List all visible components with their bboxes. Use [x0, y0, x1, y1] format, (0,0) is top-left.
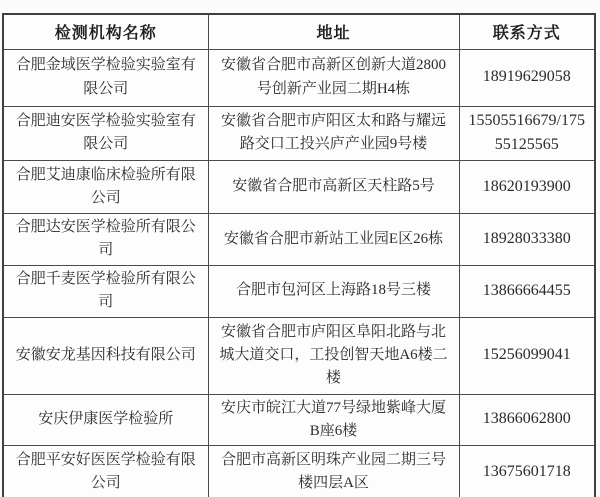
table-header: [3, 14, 595, 49]
cell-name: 合肥达安医学检验所有限公司: [3, 214, 208, 266]
cell-contact: 15256099041: [459, 317, 595, 394]
cell-address: 安徽省合肥市庐阳区阜阳北路与北城大道交口，工投创智天地A6楼二楼: [208, 317, 459, 394]
table-row: [3, 106, 595, 161]
cell-contact: 13866664455: [459, 265, 595, 317]
table-row: [3, 446, 595, 497]
cell-address: 合肥市包河区上海路18号三楼: [208, 265, 459, 317]
cell-name: 合肥金域医学检验实验室有限公司: [3, 49, 208, 106]
header-row: [3, 14, 595, 49]
cell-contact: 13866062800: [459, 394, 595, 446]
table-row: [3, 394, 595, 446]
table-row: [3, 214, 595, 266]
cell-contact: 18620193900: [459, 161, 595, 214]
cell-address: 安徽省合肥市庐阳区太和路与耀远路交口工投兴庐产业园9号楼: [208, 106, 459, 161]
cell-name: 合肥艾迪康临床检验所有限公司: [3, 161, 208, 214]
table-row: [3, 317, 595, 394]
testing-institutions-table: [2, 13, 596, 497]
table-row: [3, 161, 595, 214]
table-row: [3, 49, 595, 106]
table-body: [3, 49, 595, 497]
column-header-address: 地址: [208, 14, 459, 49]
cell-contact: 13675601718: [459, 446, 595, 497]
table-row: [3, 265, 595, 317]
cell-name: 合肥千麦医学检验所有限公司: [3, 265, 208, 317]
cell-address: 合肥市高新区明珠产业园二期三号楼四层A区: [208, 446, 459, 497]
column-header-contact: 联系方式: [459, 14, 595, 49]
cell-contact: 15505516679/17555125565: [459, 106, 595, 161]
cell-address: 安徽省合肥市高新区创新大道2800号创新产业园二期H4栋: [208, 49, 459, 106]
cell-address: 安徽省合肥市新站工业园E区26栋: [208, 214, 459, 266]
cell-address: 安徽省合肥市高新区天柱路5号: [208, 161, 459, 214]
cell-contact: 18919629058: [459, 49, 595, 106]
cell-name: 合肥迪安医学检验实验室有限公司: [3, 106, 208, 161]
cell-name: 安徽安龙基因科技有限公司: [3, 317, 208, 394]
cell-name: 合肥平安好医医学检验有限公司: [3, 446, 208, 497]
cell-contact: 18928033380: [459, 214, 595, 266]
column-header-institution-name: 检测机构名称: [3, 14, 208, 49]
cell-name: 安庆伊康医学检验所: [3, 394, 208, 446]
cell-address: 安庆市皖江大道77号绿地紫峰大厦B座6楼: [208, 394, 459, 446]
